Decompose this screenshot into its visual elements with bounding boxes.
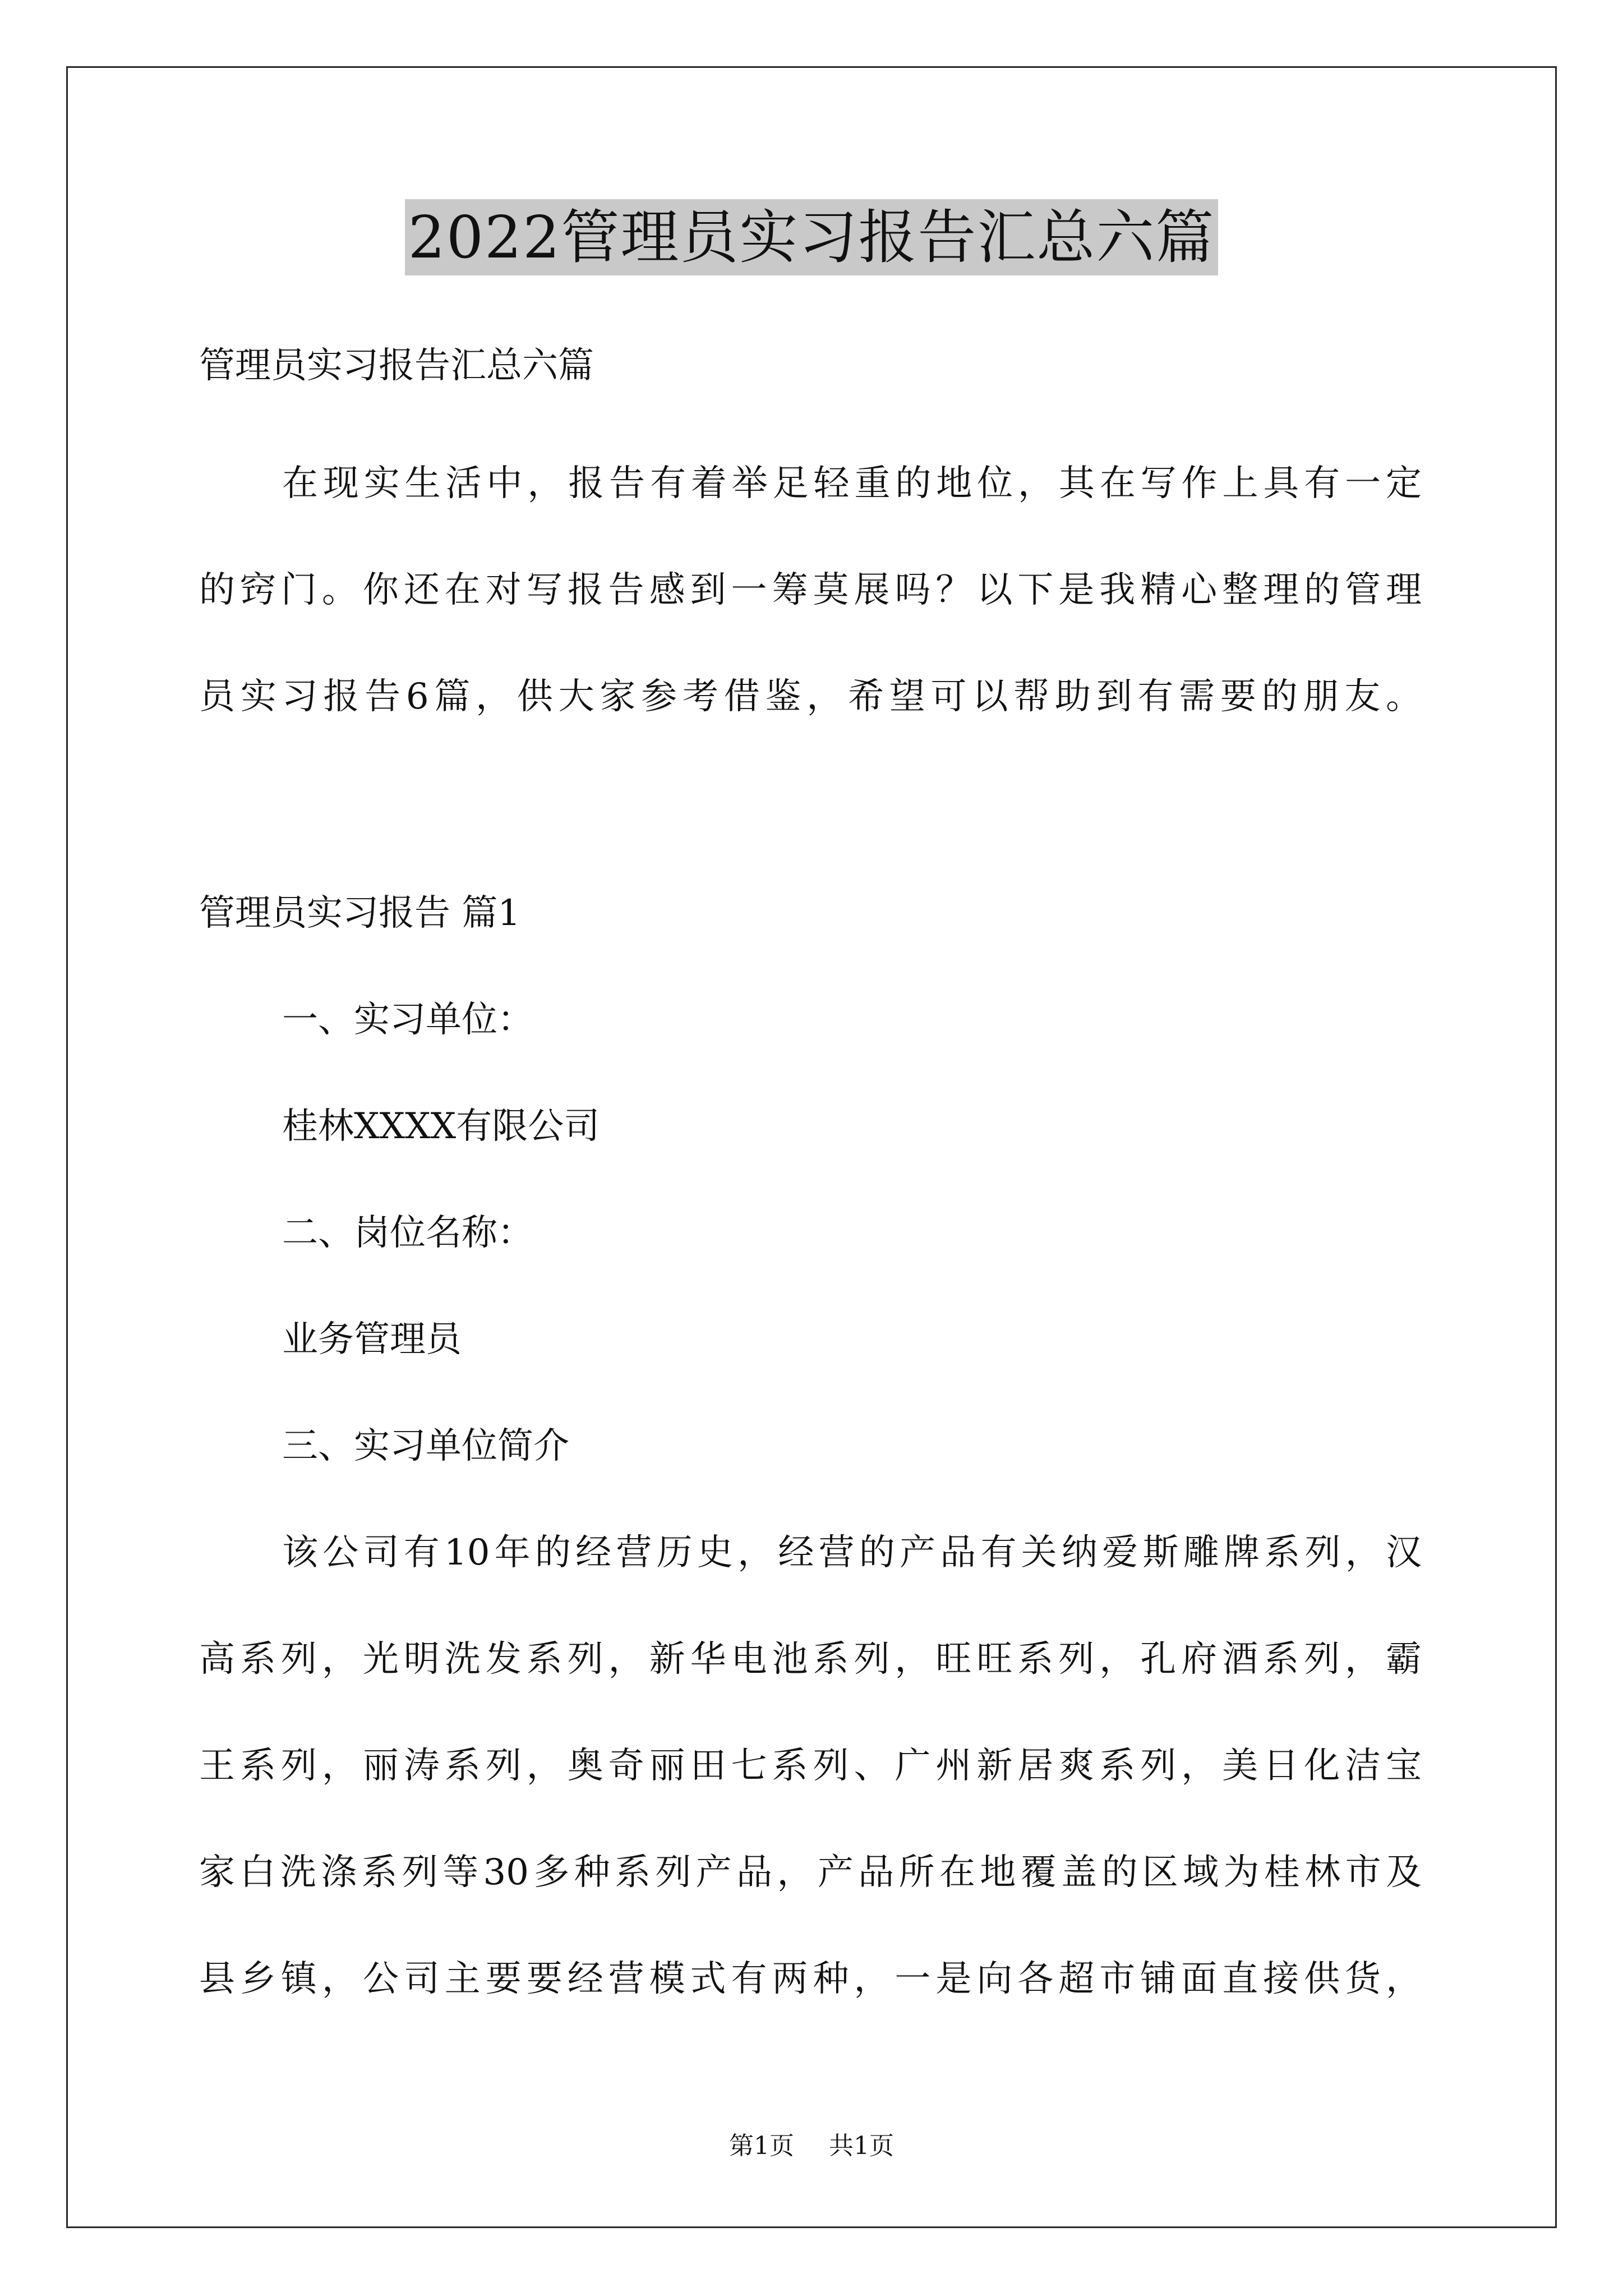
- subtitle-line: 管理员实习报告汇总六篇: [199, 345, 594, 386]
- document-title: 2022管理员实习报告汇总六篇: [405, 199, 1219, 275]
- title-container: [0, 199, 1623, 275]
- page-number: 第1页: [729, 2132, 794, 2160]
- paragraph-line: 该公司有10年的经营历史，经营的产品有关纳爱斯雕牌系列，汉: [282, 1532, 1422, 1573]
- paragraph-line: 的窍门。你还在对写报告感到一筹莫展吗？以下是我精心整理的管理: [199, 569, 1422, 611]
- paragraph-line: 在现实生活中，报告有着举足轻重的地位，其在写作上具有一定: [282, 463, 1422, 504]
- paragraph-line: 高系列，光明洗发系列，新华电池系列，旺旺系列，孔府酒系列，霸: [199, 1639, 1422, 1680]
- page-total: 共1页: [829, 2132, 894, 2160]
- list-item: 一、实习单位：: [282, 999, 533, 1041]
- paragraph-line: 家白洗涤系列等30多种系列产品，产品所在地覆盖的区域为桂林市及: [199, 1852, 1422, 1893]
- list-item: 桂林XXXX有限公司: [282, 1106, 600, 1147]
- section-heading: 管理员实习报告 篇1: [199, 892, 521, 934]
- paragraph-line: 王系列，丽涛系列，奥奇丽田七系列、广州新居爽系列，美日化洁宝: [199, 1745, 1422, 1787]
- page-footer: [0, 2131, 1623, 2162]
- list-item: 业务管理员: [282, 1319, 462, 1360]
- list-item: 三、实习单位简介: [282, 1425, 569, 1467]
- paragraph-line: 员实习报告6篇，供大家参考借鉴，希望可以帮助到有需要的朋友。: [199, 676, 1422, 717]
- paragraph-line: 县乡镇，公司主要要经营模式有两种，一是向各超市铺面直接供货，: [199, 1958, 1422, 2000]
- list-item: 二、岗位名称：: [282, 1212, 533, 1254]
